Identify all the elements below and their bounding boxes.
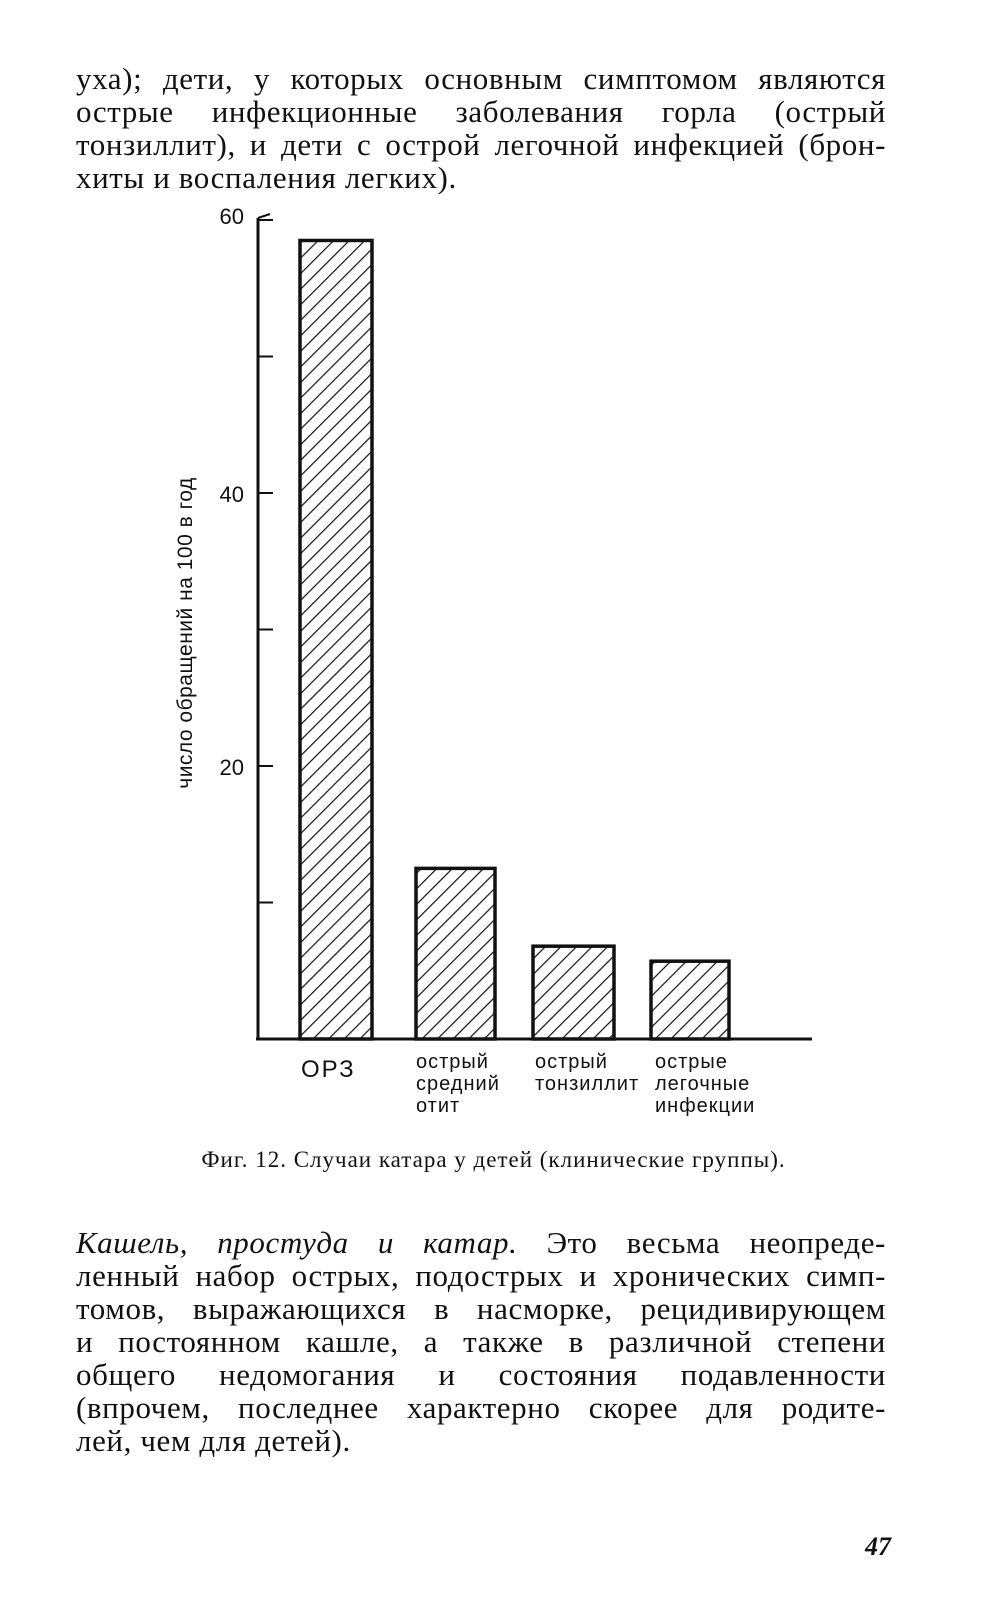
- y-axis-label: число обращений на 100 в год: [174, 477, 197, 789]
- paragraph-top: [76, 62, 886, 194]
- text-line: лей, чем для детей).: [76, 1423, 351, 1458]
- x-category-label: острый: [535, 1051, 608, 1073]
- x-category-label: инфекции: [655, 1095, 756, 1117]
- y-tick-label: 20: [219, 755, 244, 780]
- text-line: общего недомогания и состояния подавленности: [76, 1357, 886, 1392]
- figure-caption: Фиг. 12. Случаи катара у детей (клинические группы).: [201, 1147, 786, 1172]
- x-category-label: ОРЗ: [301, 1056, 356, 1083]
- y-axis-top-tick: [258, 214, 270, 218]
- text-line: [76, 1226, 886, 1259]
- text-line: уха); дети, у которых основным симптомом являются: [76, 61, 886, 96]
- bar: [300, 240, 372, 1039]
- x-category-label: острый: [416, 1051, 489, 1073]
- text-line: тонзиллит), и дети с острой легочной инфекцией (брон-: [76, 127, 886, 162]
- x-category-label: отит: [416, 1095, 461, 1117]
- text-line: и постоянном кашле, а также в различной степени: [76, 1324, 886, 1359]
- x-category-label: легочные: [655, 1073, 751, 1095]
- y-tick-label: 40: [219, 482, 244, 507]
- bar: [533, 946, 614, 1039]
- x-category-label: острые: [655, 1051, 728, 1073]
- x-category-label: тонзиллит: [535, 1073, 640, 1095]
- text-line: томов, выражающихся в насморке, рецидивирующем: [76, 1291, 886, 1326]
- page-number: 47: [865, 1532, 891, 1561]
- text-line: (впрочем, последнее характерно скорее для родите-: [76, 1390, 886, 1425]
- bar: [416, 868, 495, 1039]
- paragraph-bottom: [76, 1226, 886, 1457]
- text-line-rest: Это весьма неопреде-: [517, 1225, 886, 1260]
- text-line: ленный набор острых, подострых и хронических симп-: [76, 1258, 886, 1293]
- text-line: хиты и воспаления легких).: [76, 160, 457, 195]
- bar: [651, 961, 729, 1039]
- y-tick-label: 60: [219, 204, 244, 229]
- x-category-label: средний: [416, 1073, 500, 1095]
- italic-lead: Кашель, простуда и катар.: [76, 1225, 518, 1260]
- bar-chart: [0, 200, 987, 1135]
- text-line: острые инфекционные заболевания горла (острый: [76, 94, 886, 129]
